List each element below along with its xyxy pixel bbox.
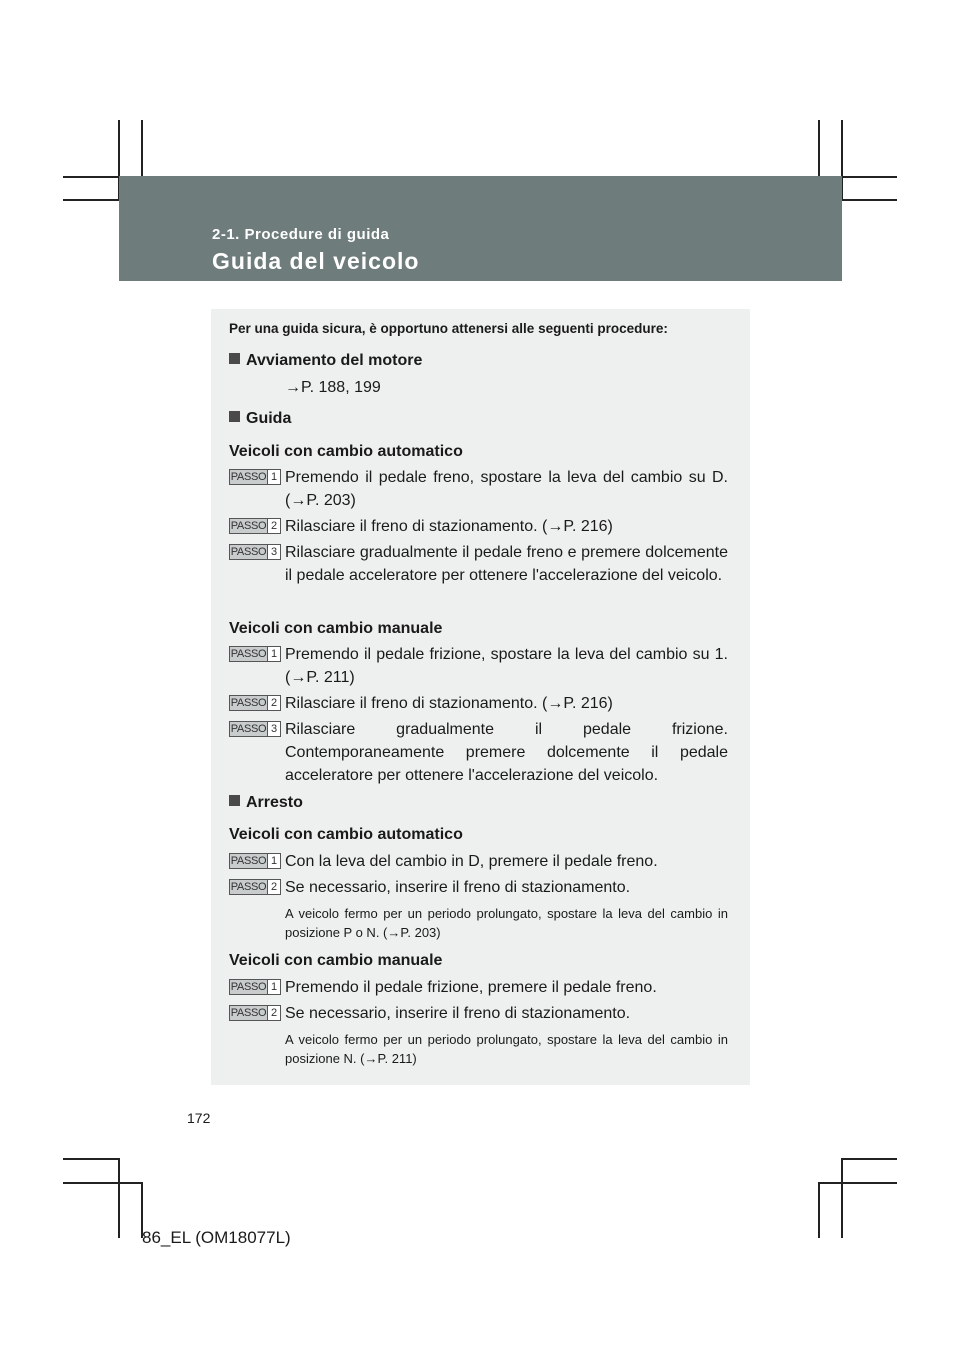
square-bullet-icon <box>229 353 240 364</box>
step-badge: PASSO 1 <box>229 469 281 485</box>
intro-text: Per una guida sicura, è opportuno attenersi alle seguenti procedure: <box>229 321 668 336</box>
step-text: Rilasciare gradualmente il pedale frizione. Contemporaneamente premere dolcemente il pedale acceleratore per ottenere l'accelerazione del veicolo. <box>285 721 728 784</box>
square-bullet-icon <box>229 411 240 422</box>
subheading-stop-automatic: Veicoli con cambio automatico <box>229 826 463 843</box>
document-code: 86_EL (OM18077L) <box>142 1228 291 1247</box>
step-badge: PASSO 2 <box>229 518 281 534</box>
crop-mark <box>118 1158 120 1238</box>
subheading-stop-manual: Veicoli con cambio manuale <box>229 952 443 969</box>
note-text: A veicolo fermo per un periodo prolungato, spostare la leva del cambio in posizione P o N. (→P. 203) <box>285 906 728 940</box>
step-text: Con la leva del cambio in D, premere il pedale freno. <box>285 853 658 870</box>
square-bullet-icon <box>229 795 240 806</box>
step-text: Rilasciare il freno di stazionamento. (→P. 216) <box>285 695 613 712</box>
page-number: 172 <box>187 1110 211 1126</box>
crop-mark <box>818 1182 897 1184</box>
crop-mark <box>841 1158 897 1160</box>
subheading-drive-manual: Veicoli con cambio manuale <box>229 620 443 637</box>
heading-start: Avviamento del motore <box>229 352 422 370</box>
step-badge: PASSO 1 <box>229 853 281 869</box>
reference: →P. 188, 199 <box>285 379 381 396</box>
heading-drive: Guida <box>229 410 291 428</box>
crop-mark <box>63 1182 143 1184</box>
header-band <box>119 176 842 281</box>
heading-stop: Arresto <box>229 794 303 812</box>
section-label: 2-1. Procedure di guida <box>212 226 390 243</box>
step-badge: PASSO 2 <box>229 695 281 711</box>
page-title: Guida del veicolo <box>212 248 420 274</box>
step-text: Premendo il pedale freno, spostare la leva del cambio su D. (→P. 203) <box>285 469 728 509</box>
step-badge: PASSO 3 <box>229 721 281 737</box>
step-badge: PASSO 1 <box>229 979 281 995</box>
note-text: A veicolo fermo per un periodo prolungato, spostare la leva del cambio in posizione N. (→P. 211) <box>285 1032 728 1066</box>
step-text: Se necessario, inserire il freno di stazionamento. <box>285 879 631 896</box>
step-text: Se necessario, inserire il freno di stazionamento. <box>285 1005 631 1022</box>
step-text: Premendo il pedale frizione, spostare la leva del cambio su 1. (→P. 211) <box>285 646 728 686</box>
crop-mark <box>63 1158 120 1160</box>
step-text: Premendo il pedale frizione, premere il pedale freno. <box>285 979 657 996</box>
step-text: Rilasciare il freno di stazionamento. (→P. 216) <box>285 518 613 535</box>
step-badge: PASSO 2 <box>229 1005 281 1021</box>
step-badge: PASSO 2 <box>229 879 281 895</box>
crop-mark <box>841 1158 843 1238</box>
content-box <box>211 309 750 1085</box>
step-text: Rilasciare gradualmente il pedale freno e premere dolcemente il pedale acceleratore per ottenere l'accelerazione del veicolo. <box>285 544 728 584</box>
subheading-drive-automatic: Veicoli con cambio automatico <box>229 443 463 460</box>
step-badge: PASSO 1 <box>229 646 281 662</box>
crop-mark <box>818 1182 820 1238</box>
step-badge: PASSO 3 <box>229 544 281 560</box>
